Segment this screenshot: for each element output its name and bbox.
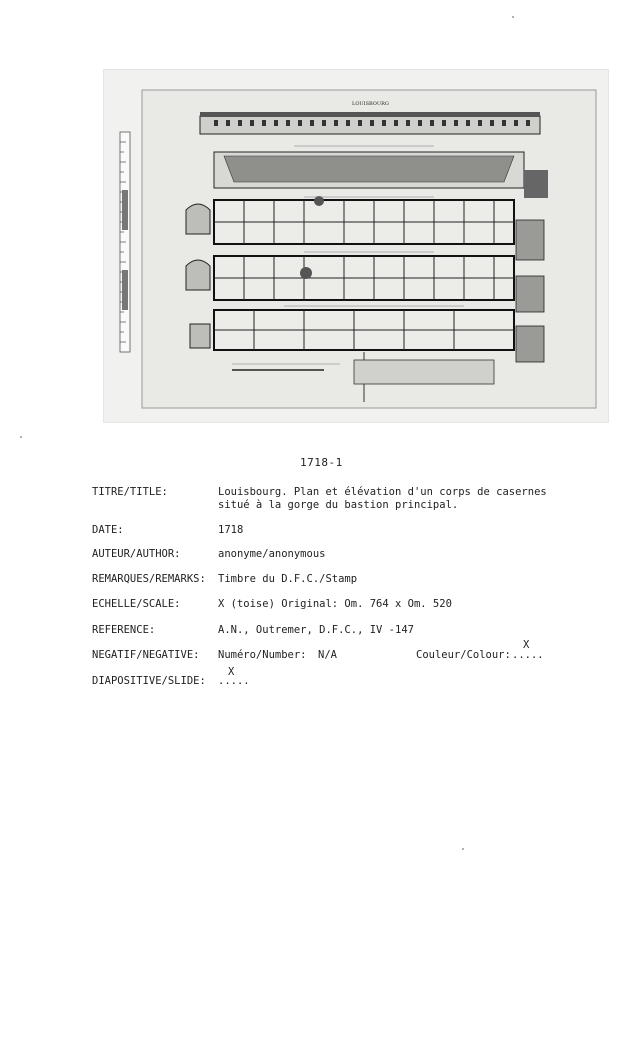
drawing-photograph <box>104 70 608 422</box>
slide-label: DIAPOSITIVE/SLIDE: <box>92 675 206 687</box>
barracks-plan-drawing <box>104 70 608 422</box>
negative-number-value: N/A <box>318 649 337 661</box>
remarks-label: REMARQUES/REMARKS: <box>92 573 206 585</box>
negative-label: NEGATIF/NEGATIVE: <box>92 649 200 661</box>
document-number: 1718-1 <box>300 456 343 469</box>
slide-dots: ..... <box>218 675 250 687</box>
scale-value: X (toise) Original: Om. 764 x Om. 520 <box>218 598 452 610</box>
reference-value: A.N., Outremer, D.F.C., IV -147 <box>218 624 414 636</box>
colour-label: Couleur/Colour: <box>416 649 511 661</box>
colour-x-mark: X <box>523 639 530 651</box>
title-label: TITRE/TITLE: <box>92 486 168 498</box>
author-label: AUTEUR/AUTHOR: <box>92 548 181 560</box>
colour-dots: ..... <box>512 649 544 661</box>
negative-number-label: Numéro/Number: <box>218 649 307 661</box>
scan-speck <box>512 16 514 18</box>
remarks-value: Timbre du D.F.C./Stamp <box>218 573 358 585</box>
scale-label: ECHELLE/SCALE: <box>92 598 181 610</box>
slide-x-mark: X <box>228 666 235 678</box>
date-label: DATE: <box>92 524 124 536</box>
scan-speck <box>20 436 22 438</box>
scan-speck <box>462 848 464 850</box>
drawing-heading: LOUISBOURG <box>352 101 389 107</box>
reference-label: REFERENCE: <box>92 624 156 636</box>
author-value: anonyme/anonymous <box>218 548 326 560</box>
date-value: 1718 <box>218 524 244 536</box>
title-value: Louisbourg. Plan et élévation d'un corps de casernes situé à la gorge du bastion principal. <box>218 486 547 511</box>
